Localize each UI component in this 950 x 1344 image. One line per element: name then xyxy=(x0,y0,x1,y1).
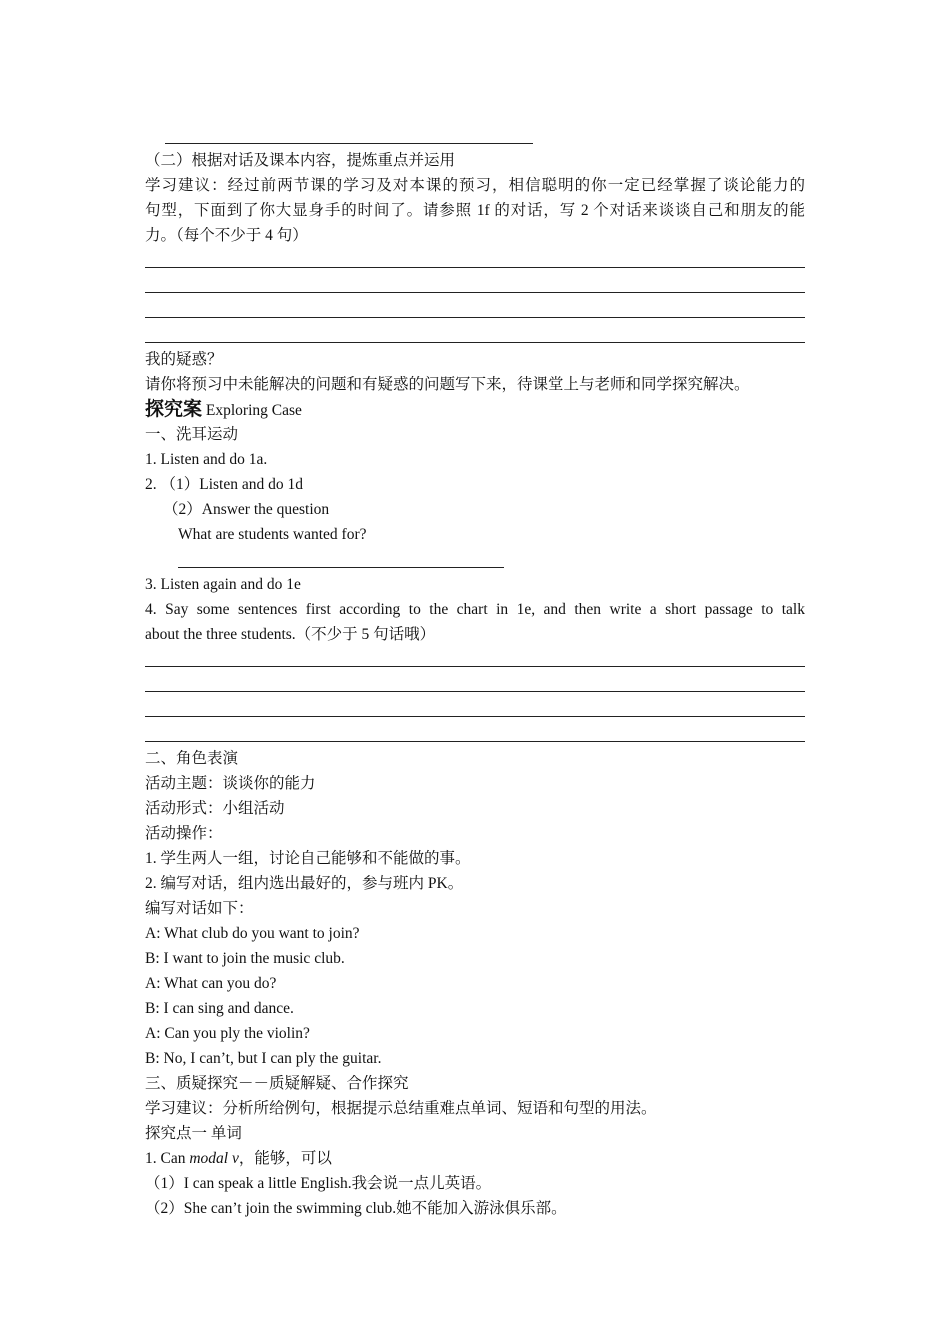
activity-theme: 活动主题：谈谈你的能力 xyxy=(145,775,316,792)
dialogue-line: B: I want to join the music club. xyxy=(145,950,345,967)
point1-heading: 探究点一 单词 xyxy=(145,1125,242,1142)
part1-heading: 一、洗耳运动 xyxy=(145,426,239,443)
section-heading: （二）根据对话及课本内容，提炼重点并运用 xyxy=(145,152,456,169)
answer-line xyxy=(145,691,805,692)
activity-step: 2. 编写对话，组内选出最好的，参与班内 PK。 xyxy=(145,875,464,892)
exercise-item: 2. （1）Listen and do 1d xyxy=(145,476,303,493)
exercise-item: 3. Listen again and do 1e xyxy=(145,576,301,593)
study-tip-line: 力。（每个不少于 4 句） xyxy=(145,227,308,244)
dialogue-line: A: What can you do? xyxy=(145,975,277,992)
dialogue-line: B: No, I can’t, but I can ply the guitar. xyxy=(145,1050,382,1067)
exercise-subitem: （2）Answer the question xyxy=(163,501,330,518)
doubts-text: 请你将预习中未能解决的问题和有疑惑的问题写下来，待课堂上与老师和同学探究解决。 xyxy=(145,376,750,393)
case-title-en: Exploring Case xyxy=(202,402,302,419)
vocab-word: 1. Can xyxy=(145,1150,190,1167)
activity-steps: 活动操作： xyxy=(145,825,223,842)
study-tip-line: 学习建议：经过前两节课的学习及对本课的预习，相信聪明的你一定已经掌握了谈论能力的 xyxy=(145,177,805,194)
dialogue-heading: 编写对话如下： xyxy=(145,900,254,917)
exercise-item: 1. Listen and do 1a. xyxy=(145,451,268,468)
dialogue-line: B: I can sing and dance. xyxy=(145,1000,294,1017)
answer-line xyxy=(145,317,805,318)
exercise-item: 4. Say some sentences first according to the chart in 1e, and then write a short passage to talk xyxy=(145,601,805,618)
doubts-heading: 我的疑惑？ xyxy=(145,351,223,368)
example-sentence: （2）She can’t join the swimming club.她不能加入游泳俱乐部。 xyxy=(145,1200,567,1217)
part3-heading: 三、质疑探究－－质疑解疑、合作探究 xyxy=(145,1075,409,1092)
answer-line xyxy=(145,267,805,268)
dialogue-line: A: What club do you want to join? xyxy=(145,925,360,942)
part2-heading: 二、角色表演 xyxy=(145,750,239,767)
answer-line xyxy=(145,342,805,343)
answer-line xyxy=(145,666,805,667)
exercise-question: What are students wanted for? xyxy=(178,526,367,543)
answer-line xyxy=(165,143,533,144)
activity-form: 活动形式：小组活动 xyxy=(145,800,285,817)
case-title xyxy=(145,400,302,421)
case-title-cn: 探究案 xyxy=(145,399,203,420)
exercise-item-continued: about the three students.（不少于 5 句话哦） xyxy=(145,626,436,643)
answer-line xyxy=(145,716,805,717)
answer-line xyxy=(145,292,805,293)
dialogue-line: A: Can you ply the violin? xyxy=(145,1025,310,1042)
part3-tip: 学习建议：分析所给例句，根据提示总结重难点单词、短语和句型的用法。 xyxy=(145,1100,657,1117)
example-sentence: （1）I can speak a little English.我会说一点儿英语。 xyxy=(145,1175,492,1192)
study-tip-line: 句型，下面到了你大显身手的时间了。请参照 1f 的对话，写 2 个对话来谈谈自己和朋友的能 xyxy=(145,202,805,219)
answer-line xyxy=(145,741,805,742)
activity-step: 1. 学生两人一组，讨论自己能够和不能做的事。 xyxy=(145,850,471,867)
vocab-entry xyxy=(145,1149,332,1169)
answer-line xyxy=(178,567,504,568)
vocab-meaning: ，能够，可以 xyxy=(238,1150,332,1167)
vocab-pos: modal v xyxy=(189,1150,239,1167)
